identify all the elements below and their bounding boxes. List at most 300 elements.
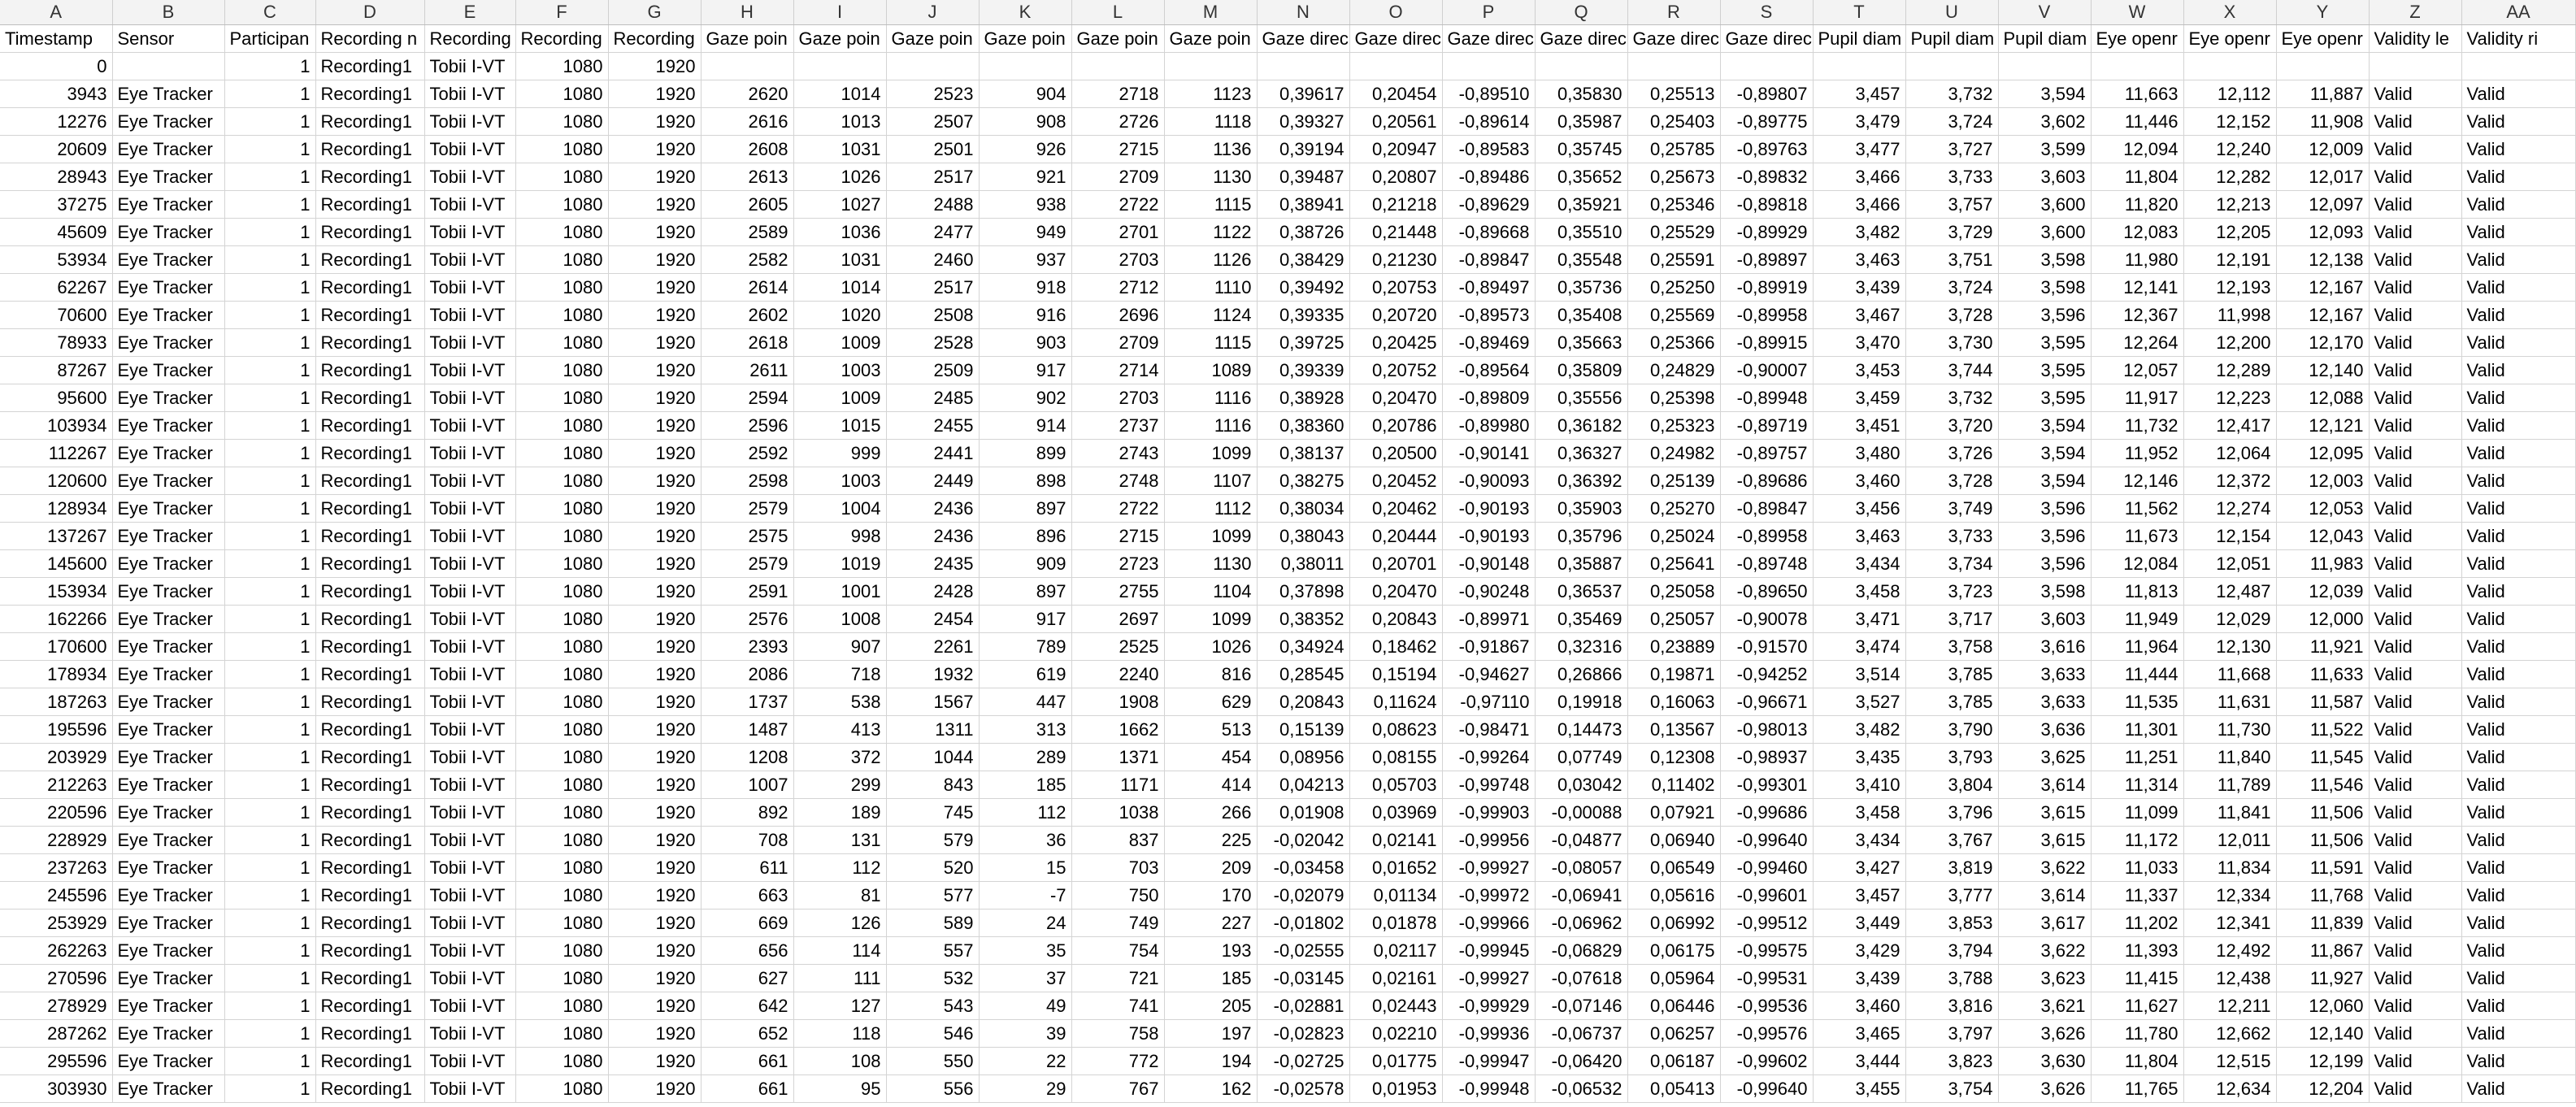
field-header-cell[interactable]: Timestamp [0, 25, 112, 53]
cell[interactable]: 3,819 [1905, 854, 1998, 882]
cell[interactable]: 1920 [608, 909, 701, 937]
cell[interactable]: 1080 [515, 53, 608, 80]
column-header-h[interactable]: H [701, 0, 793, 25]
cell[interactable]: 3,630 [1998, 1048, 2091, 1075]
cell[interactable]: 0,38352 [1257, 606, 1349, 633]
cell[interactable]: 2618 [701, 329, 793, 357]
cell[interactable]: 2435 [886, 550, 979, 578]
cell[interactable]: 3,594 [1998, 467, 2091, 495]
cell[interactable]: 2454 [886, 606, 979, 633]
cell[interactable]: 1009 [793, 384, 886, 412]
cell[interactable]: Tobii I-VT [424, 191, 515, 219]
cell[interactable]: Valid [2369, 357, 2461, 384]
cell[interactable]: -0,89915 [1720, 329, 1813, 357]
cell[interactable]: -0,99536 [1720, 992, 1813, 1020]
cell[interactable]: 1124 [1164, 302, 1257, 329]
cell[interactable]: 1 [224, 136, 315, 163]
cell[interactable]: 0,07921 [1627, 799, 1720, 827]
cell[interactable]: Eye Tracker [112, 909, 224, 937]
cell[interactable]: Recording1 [315, 384, 424, 412]
cell[interactable]: 1920 [608, 1020, 701, 1048]
cell[interactable]: 2393 [701, 633, 793, 661]
cell[interactable]: Eye Tracker [112, 550, 224, 578]
cell[interactable]: Eye Tracker [112, 633, 224, 661]
cell[interactable]: 0,21218 [1349, 191, 1442, 219]
cell[interactable]: 413 [793, 716, 886, 744]
cell[interactable]: 11,033 [2091, 854, 2183, 882]
cell[interactable]: 3,449 [1813, 909, 1905, 937]
cell[interactable]: Tobii I-VT [424, 744, 515, 771]
cell[interactable]: 0,25323 [1627, 412, 1720, 440]
cell[interactable]: 1031 [793, 246, 886, 274]
cell[interactable]: 1 [224, 274, 315, 302]
cell[interactable]: 1920 [608, 1075, 701, 1103]
cell[interactable]: Valid [2369, 108, 2461, 136]
cell[interactable]: 663 [701, 882, 793, 909]
cell[interactable]: 0,35830 [1535, 80, 1627, 108]
cell[interactable]: Valid [2461, 1075, 2575, 1103]
cell[interactable]: 112267 [0, 440, 112, 467]
cell[interactable]: 12,204 [2276, 1075, 2369, 1103]
cell[interactable]: 2576 [701, 606, 793, 633]
cell[interactable]: 2723 [1071, 550, 1164, 578]
cell[interactable]: -0,06829 [1535, 937, 1627, 965]
cell[interactable]: 12,088 [2276, 384, 2369, 412]
cell[interactable]: 0,38941 [1257, 191, 1349, 219]
cell[interactable]: -0,02042 [1257, 827, 1349, 854]
cell[interactable]: -0,94627 [1442, 661, 1535, 688]
cell[interactable]: 908 [979, 108, 1071, 136]
cell[interactable]: 0,20470 [1349, 578, 1442, 606]
cell[interactable]: 189 [793, 799, 886, 827]
cell[interactable]: Recording1 [315, 965, 424, 992]
cell[interactable]: -0,89748 [1720, 550, 1813, 578]
cell[interactable]: 12,095 [2276, 440, 2369, 467]
cell[interactable]: Valid [2369, 716, 2461, 744]
cell[interactable]: 2613 [701, 163, 793, 191]
cell[interactable]: -0,02555 [1257, 937, 1349, 965]
cell[interactable]: Tobii I-VT [424, 578, 515, 606]
cell[interactable]: 1038 [1071, 799, 1164, 827]
field-header-cell[interactable]: Validity le [2369, 25, 2461, 53]
cell[interactable]: Recording1 [315, 578, 424, 606]
cell[interactable]: 12,191 [2183, 246, 2276, 274]
cell[interactable]: Valid [2369, 191, 2461, 219]
cell[interactable]: Valid [2369, 799, 2461, 827]
cell[interactable]: 1080 [515, 965, 608, 992]
cell[interactable]: 29 [979, 1075, 1071, 1103]
cell[interactable]: -0,89573 [1442, 302, 1535, 329]
cell[interactable]: 1080 [515, 799, 608, 827]
cell[interactable]: 0,35652 [1535, 163, 1627, 191]
cell[interactable]: 11,546 [2276, 771, 2369, 799]
cell[interactable]: Tobii I-VT [424, 302, 515, 329]
cell[interactable] [1349, 53, 1442, 80]
cell[interactable]: 3,633 [1998, 688, 2091, 716]
cell[interactable]: -0,89929 [1720, 219, 1813, 246]
cell[interactable]: 921 [979, 163, 1071, 191]
cell[interactable]: 3,785 [1905, 661, 1998, 688]
cell[interactable]: 185 [979, 771, 1071, 799]
cell[interactable]: 3,622 [1998, 854, 2091, 882]
cell[interactable]: 0,25058 [1627, 578, 1720, 606]
cell[interactable]: 1 [224, 882, 315, 909]
column-header-e[interactable]: E [424, 0, 515, 25]
cell[interactable]: 1080 [515, 992, 608, 1020]
cell[interactable]: 1026 [793, 163, 886, 191]
cell[interactable]: 1122 [1164, 219, 1257, 246]
cell[interactable]: 1 [224, 108, 315, 136]
cell[interactable]: 12,240 [2183, 136, 2276, 163]
cell[interactable]: -0,99301 [1720, 771, 1813, 799]
cell[interactable]: 11,172 [2091, 827, 2183, 854]
cell[interactable]: 1 [224, 329, 315, 357]
cell[interactable]: 741 [1071, 992, 1164, 1020]
cell[interactable]: 1920 [608, 799, 701, 827]
cell[interactable]: Recording1 [315, 744, 424, 771]
cell[interactable]: Valid [2369, 495, 2461, 523]
cell[interactable]: 1 [224, 992, 315, 1020]
cell[interactable]: 0,38137 [1257, 440, 1349, 467]
cell[interactable]: 2715 [1071, 136, 1164, 163]
cell[interactable]: -0,89948 [1720, 384, 1813, 412]
cell[interactable]: 1920 [608, 274, 701, 302]
cell[interactable]: 532 [886, 965, 979, 992]
cell[interactable]: -0,90248 [1442, 578, 1535, 606]
cell[interactable]: 11,839 [2276, 909, 2369, 937]
cell[interactable]: 78933 [0, 329, 112, 357]
cell[interactable]: 299 [793, 771, 886, 799]
cell[interactable]: 0,20470 [1349, 384, 1442, 412]
cell[interactable]: 2523 [886, 80, 979, 108]
cell[interactable]: 0,25513 [1627, 80, 1720, 108]
cell[interactable]: -0,02823 [1257, 1020, 1349, 1048]
cell[interactable]: 3,626 [1998, 1075, 2091, 1103]
cell[interactable]: 118 [793, 1020, 886, 1048]
cell[interactable]: 12,282 [2183, 163, 2276, 191]
cell[interactable]: 3,816 [1905, 992, 1998, 1020]
cell[interactable]: 11,562 [2091, 495, 2183, 523]
cell[interactable]: 0,03969 [1349, 799, 1442, 827]
cell[interactable]: 12,438 [2183, 965, 2276, 992]
cell[interactable]: 816 [1164, 661, 1257, 688]
cell[interactable]: -0,99512 [1720, 909, 1813, 937]
cell[interactable]: 2715 [1071, 523, 1164, 550]
cell[interactable]: Valid [2461, 744, 2575, 771]
cell[interactable]: 758 [1071, 1020, 1164, 1048]
cell[interactable]: 2477 [886, 219, 979, 246]
cell[interactable]: -0,89668 [1442, 219, 1535, 246]
cell[interactable]: 898 [979, 467, 1071, 495]
field-header-cell[interactable]: Gaze direc [1535, 25, 1627, 53]
column-header-b[interactable]: B [112, 0, 224, 25]
cell[interactable]: 11,789 [2183, 771, 2276, 799]
cell[interactable]: 1080 [515, 467, 608, 495]
cell[interactable]: Valid [2369, 771, 2461, 799]
cell[interactable]: -0,08057 [1535, 854, 1627, 882]
cell[interactable]: 1112 [1164, 495, 1257, 523]
field-header-cell[interactable]: Eye openr [2183, 25, 2276, 53]
cell[interactable]: Recording1 [315, 937, 424, 965]
cell[interactable]: 0,35663 [1535, 329, 1627, 357]
cell[interactable]: 1080 [515, 274, 608, 302]
cell[interactable]: 1003 [793, 357, 886, 384]
cell[interactable]: 3,482 [1813, 219, 1905, 246]
field-header-cell[interactable]: Recording [424, 25, 515, 53]
cell[interactable]: 0,20701 [1349, 550, 1442, 578]
cell[interactable]: Recording1 [315, 274, 424, 302]
cell[interactable]: 1 [224, 495, 315, 523]
cell[interactable]: Valid [2369, 440, 2461, 467]
cell[interactable]: -0,03145 [1257, 965, 1349, 992]
field-header-cell[interactable]: Recording n [315, 25, 424, 53]
cell[interactable]: 3,527 [1813, 688, 1905, 716]
cell[interactable]: -0,02881 [1257, 992, 1349, 1020]
cell[interactable]: 772 [1071, 1048, 1164, 1075]
cell[interactable]: Tobii I-VT [424, 854, 515, 882]
cell[interactable] [1164, 53, 1257, 80]
cell[interactable]: Valid [2369, 1020, 2461, 1048]
cell[interactable]: 3,471 [1813, 606, 1905, 633]
cell[interactable]: 3,794 [1905, 937, 1998, 965]
cell[interactable]: -0,99945 [1442, 937, 1535, 965]
cell[interactable]: 2743 [1071, 440, 1164, 467]
cell[interactable]: Eye Tracker [112, 302, 224, 329]
cell[interactable]: 897 [979, 495, 1071, 523]
cell[interactable]: Eye Tracker [112, 937, 224, 965]
cell[interactable]: 0,38429 [1257, 246, 1349, 274]
cell[interactable]: Tobii I-VT [424, 965, 515, 992]
cell[interactable]: 37275 [0, 191, 112, 219]
cell[interactable]: 3,600 [1998, 191, 2091, 219]
cell[interactable]: 0,35921 [1535, 191, 1627, 219]
cell[interactable]: 3,853 [1905, 909, 1998, 937]
cell[interactable]: 3,823 [1905, 1048, 1998, 1075]
cell[interactable]: 12,213 [2183, 191, 2276, 219]
cell[interactable]: 0,25403 [1627, 108, 1720, 136]
cell[interactable]: 12276 [0, 108, 112, 136]
cell[interactable]: Eye Tracker [112, 827, 224, 854]
cell[interactable]: 0,38928 [1257, 384, 1349, 412]
cell[interactable]: Valid [2461, 191, 2575, 219]
cell[interactable]: 1080 [515, 744, 608, 771]
cell[interactable]: 1 [224, 965, 315, 992]
cell[interactable]: 1080 [515, 606, 608, 633]
cell[interactable]: Eye Tracker [112, 108, 224, 136]
cell[interactable]: 95 [793, 1075, 886, 1103]
cell[interactable]: 1007 [701, 771, 793, 799]
cell[interactable]: Recording1 [315, 909, 424, 937]
cell[interactable] [1720, 53, 1813, 80]
cell[interactable]: Valid [2369, 219, 2461, 246]
cell[interactable]: 2592 [701, 440, 793, 467]
field-header-cell[interactable]: Pupil diam [1813, 25, 1905, 53]
cell[interactable]: 0,39194 [1257, 136, 1349, 163]
cell[interactable]: -0,06941 [1535, 882, 1627, 909]
cell[interactable]: Eye Tracker [112, 136, 224, 163]
cell[interactable]: -0,89980 [1442, 412, 1535, 440]
cell[interactable]: -0,89897 [1720, 246, 1813, 274]
cell[interactable]: 3,796 [1905, 799, 1998, 827]
cell[interactable]: 11,952 [2091, 440, 2183, 467]
cell[interactable]: Eye Tracker [112, 274, 224, 302]
cell[interactable]: 2608 [701, 136, 793, 163]
cell[interactable]: 11,732 [2091, 412, 2183, 440]
cell[interactable]: 1080 [515, 688, 608, 716]
cell[interactable]: 904 [979, 80, 1071, 108]
cell[interactable]: Valid [2369, 992, 2461, 1020]
cell[interactable]: 1136 [1164, 136, 1257, 163]
cell[interactable]: 2616 [701, 108, 793, 136]
cell[interactable]: 1015 [793, 412, 886, 440]
cell[interactable]: 843 [886, 771, 979, 799]
cell[interactable]: Valid [2461, 688, 2575, 716]
cell[interactable] [886, 53, 979, 80]
cell[interactable]: 3,596 [1998, 495, 2091, 523]
cell[interactable]: 22 [979, 1048, 1071, 1075]
cell[interactable]: 11,587 [2276, 688, 2369, 716]
cell[interactable]: Recording1 [315, 467, 424, 495]
cell[interactable]: 3,594 [1998, 412, 2091, 440]
cell[interactable]: Valid [2461, 246, 2575, 274]
cell[interactable]: 0,25529 [1627, 219, 1720, 246]
cell[interactable]: Valid [2369, 633, 2461, 661]
cell[interactable]: 2525 [1071, 633, 1164, 661]
cell[interactable]: 0,38360 [1257, 412, 1349, 440]
cell[interactable]: Valid [2369, 329, 2461, 357]
cell[interactable]: 12,367 [2091, 302, 2183, 329]
cell[interactable]: Tobii I-VT [424, 163, 515, 191]
field-header-cell[interactable]: Pupil diam [1998, 25, 2091, 53]
cell[interactable]: Valid [2369, 274, 2461, 302]
cell[interactable]: 2455 [886, 412, 979, 440]
cell[interactable]: 629 [1164, 688, 1257, 716]
cell[interactable]: 3,723 [1905, 578, 1998, 606]
cell[interactable]: 162266 [0, 606, 112, 633]
cell[interactable]: 0,02141 [1349, 827, 1442, 854]
cell[interactable] [2091, 53, 2183, 80]
cell[interactable]: 0,35887 [1535, 550, 1627, 578]
cell[interactable]: 556 [886, 1075, 979, 1103]
cell[interactable]: Eye Tracker [112, 495, 224, 523]
cell[interactable]: 1118 [1164, 108, 1257, 136]
cell[interactable]: Tobii I-VT [424, 219, 515, 246]
cell[interactable]: 3,514 [1813, 661, 1905, 688]
cell[interactable]: Eye Tracker [112, 744, 224, 771]
cell[interactable]: 295596 [0, 1048, 112, 1075]
cell[interactable]: 1080 [515, 1020, 608, 1048]
cell[interactable]: 11,444 [2091, 661, 2183, 688]
cell[interactable]: 0,36182 [1535, 412, 1627, 440]
cell[interactable]: 2722 [1071, 495, 1164, 523]
cell[interactable]: Tobii I-VT [424, 882, 515, 909]
cell[interactable]: Tobii I-VT [424, 827, 515, 854]
cell[interactable]: 0,08155 [1349, 744, 1442, 771]
cell[interactable] [2276, 53, 2369, 80]
cell[interactable]: 1920 [608, 578, 701, 606]
field-header-cell[interactable]: Gaze poin [1164, 25, 1257, 53]
cell[interactable]: 3,804 [1905, 771, 1998, 799]
cell[interactable] [2183, 53, 2276, 80]
cell[interactable]: 62267 [0, 274, 112, 302]
cell[interactable]: 0,35408 [1535, 302, 1627, 329]
cell[interactable]: 1116 [1164, 412, 1257, 440]
cell[interactable]: Tobii I-VT [424, 80, 515, 108]
cell[interactable]: Recording1 [315, 412, 424, 440]
cell[interactable]: 0,25591 [1627, 246, 1720, 274]
cell[interactable]: 3,410 [1813, 771, 1905, 799]
cell[interactable]: 12,334 [2183, 882, 2276, 909]
cell[interactable]: Tobii I-VT [424, 357, 515, 384]
cell[interactable]: Recording1 [315, 550, 424, 578]
cell[interactable]: 2441 [886, 440, 979, 467]
cell[interactable]: 1 [224, 384, 315, 412]
cell[interactable]: Tobii I-VT [424, 412, 515, 440]
cell[interactable]: 3,594 [1998, 440, 2091, 467]
cell[interactable]: Eye Tracker [112, 1020, 224, 1048]
cell[interactable]: 0,03042 [1535, 771, 1627, 799]
cell[interactable]: 0,06446 [1627, 992, 1720, 1020]
cell[interactable]: 12,043 [2276, 523, 2369, 550]
cell[interactable]: Recording1 [315, 246, 424, 274]
cell[interactable]: 2697 [1071, 606, 1164, 633]
cell[interactable] [1998, 53, 2091, 80]
cell[interactable]: 253929 [0, 909, 112, 937]
cell[interactable]: 0,39617 [1257, 80, 1349, 108]
cell[interactable]: 1001 [793, 578, 886, 606]
cell[interactable]: 278929 [0, 992, 112, 1020]
cell[interactable]: 1 [224, 523, 315, 550]
cell[interactable]: 220596 [0, 799, 112, 827]
column-header-x[interactable]: X [2183, 0, 2276, 25]
cell[interactable]: Valid [2461, 302, 2575, 329]
cell[interactable]: Valid [2369, 550, 2461, 578]
cell[interactable]: -0,90193 [1442, 523, 1535, 550]
cell[interactable]: 36 [979, 827, 1071, 854]
cell[interactable]: Recording1 [315, 219, 424, 246]
cell[interactable]: -0,07146 [1535, 992, 1627, 1020]
cell[interactable]: 1371 [1071, 744, 1164, 771]
cell[interactable]: Eye Tracker [112, 799, 224, 827]
cell[interactable]: 45609 [0, 219, 112, 246]
cell[interactable]: 749 [1071, 909, 1164, 937]
cell[interactable]: Recording1 [315, 136, 424, 163]
cell[interactable]: Valid [2461, 329, 2575, 357]
cell[interactable]: 12,003 [2276, 467, 2369, 495]
field-header-cell[interactable]: Recording [608, 25, 701, 53]
cell[interactable]: 11,337 [2091, 882, 2183, 909]
cell[interactable]: Recording1 [315, 440, 424, 467]
cell[interactable]: 2709 [1071, 163, 1164, 191]
cell[interactable]: 914 [979, 412, 1071, 440]
column-header-k[interactable]: K [979, 0, 1071, 25]
cell[interactable]: 3,732 [1905, 80, 1998, 108]
cell[interactable]: 557 [886, 937, 979, 965]
cell[interactable]: 12,051 [2183, 550, 2276, 578]
cell[interactable]: -0,89583 [1442, 136, 1535, 163]
cell[interactable]: Tobii I-VT [424, 495, 515, 523]
cell[interactable]: 897 [979, 578, 1071, 606]
cell[interactable]: 194 [1164, 1048, 1257, 1075]
cell[interactable]: 12,274 [2183, 495, 2276, 523]
cell[interactable]: 12,264 [2091, 329, 2183, 357]
cell[interactable]: 3,599 [1998, 136, 2091, 163]
cell[interactable]: 11,908 [2276, 108, 2369, 136]
cell[interactable]: 0,16063 [1627, 688, 1720, 716]
cell[interactable]: 0,24982 [1627, 440, 1720, 467]
cell[interactable]: -0,99927 [1442, 854, 1535, 882]
cell[interactable]: 3,788 [1905, 965, 1998, 992]
